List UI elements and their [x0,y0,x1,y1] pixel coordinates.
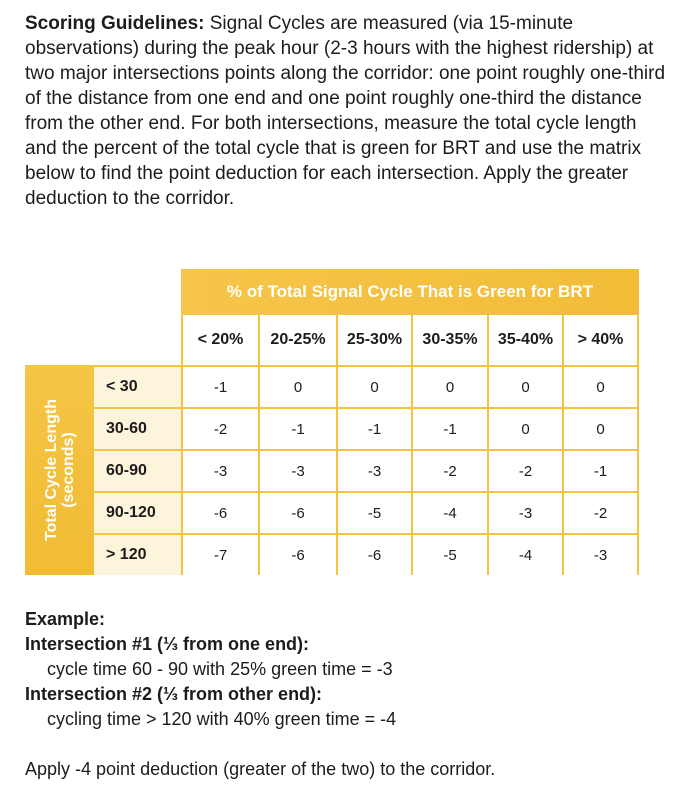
cycle-length-header-text [43,399,77,541]
scoring-guidelines-heading: Scoring Guidelines: [25,13,205,34]
intersection2-detail: cycling time > 120 with 40% green time = -4 [47,709,397,729]
matrix-cell: -5 [336,491,411,533]
row-header: < 30 [94,365,181,407]
matrix-cell: -5 [411,533,487,575]
matrix-cell: -1 [411,407,487,449]
matrix-cell: -1 [562,449,639,491]
matrix-cell: -3 [181,449,258,491]
column-header: > 40% [562,315,639,365]
matrix-cell: -2 [487,449,562,491]
row-header: 60-90 [94,449,181,491]
example-section [25,607,396,732]
matrix-cell: -7 [181,533,258,575]
matrix-cell: -1 [336,407,411,449]
matrix-cell: 0 [411,365,487,407]
intersection1-detail: cycle time 60 - 90 with 25% green time = -3 [47,659,393,679]
matrix-cell: 0 [487,407,562,449]
column-header: 35-40% [487,315,562,365]
column-header: < 20% [181,315,258,365]
matrix-cell: -4 [411,491,487,533]
green-percent-header: % of Total Signal Cycle That is Green for BRT [181,269,639,315]
matrix-cell: 0 [258,365,336,407]
row-header: 90-120 [94,491,181,533]
scoring-guidelines-text: Signal Cycles are measured (via 15-minute observations) during the peak hour (2-3 hours with the highest ridership) at two major intersections points along the corridor: one point roughly one-third of the distance from one end and one point roughly one-third the distance from the other end. For both intersections, measure the total cycle length and the percent of the total cycle that is green for BRT and use the matrix below to find the point deduction for each intersection. Apply the greater deduction to the corridor. [25,13,666,209]
matrix-cell: -6 [181,491,258,533]
matrix-cell: -6 [258,491,336,533]
cycle-length-header-line2: (seconds) [59,432,77,508]
matrix-cell: -2 [181,407,258,449]
matrix-cell: 0 [562,365,639,407]
matrix-cell: 0 [487,365,562,407]
matrix-cell: -2 [562,491,639,533]
intersection2-heading: Intersection #2 (⅓ from other end): [25,684,323,704]
matrix-cell: -3 [336,449,411,491]
matrix-cell: -2 [411,449,487,491]
matrix-cell: -6 [336,533,411,575]
column-header: 20-25% [258,315,336,365]
conclusion-text: Apply -4 point deduction (greater of the two) to the corridor. [25,759,496,779]
matrix-cell: -3 [487,491,562,533]
intersection1-heading: Intersection #1 (⅓ from one end): [25,634,310,654]
column-header: 30-35% [411,315,487,365]
cycle-length-header-line1: Total Cycle Length [42,399,60,541]
row-header: > 120 [94,533,181,575]
row-header: 30-60 [94,407,181,449]
matrix-cell: -3 [258,449,336,491]
matrix-cell: -4 [487,533,562,575]
example-title: Example: [25,609,106,629]
matrix-cell: -1 [258,407,336,449]
column-header: 25-30% [336,315,411,365]
matrix-cell: 0 [336,365,411,407]
cycle-length-header [25,365,94,575]
matrix-cell: -6 [258,533,336,575]
deduction-matrix [25,269,639,575]
matrix-cell: -1 [181,365,258,407]
matrix-cell: 0 [562,407,639,449]
scoring-guidelines-paragraph [25,11,670,211]
matrix-cell: -3 [562,533,639,575]
